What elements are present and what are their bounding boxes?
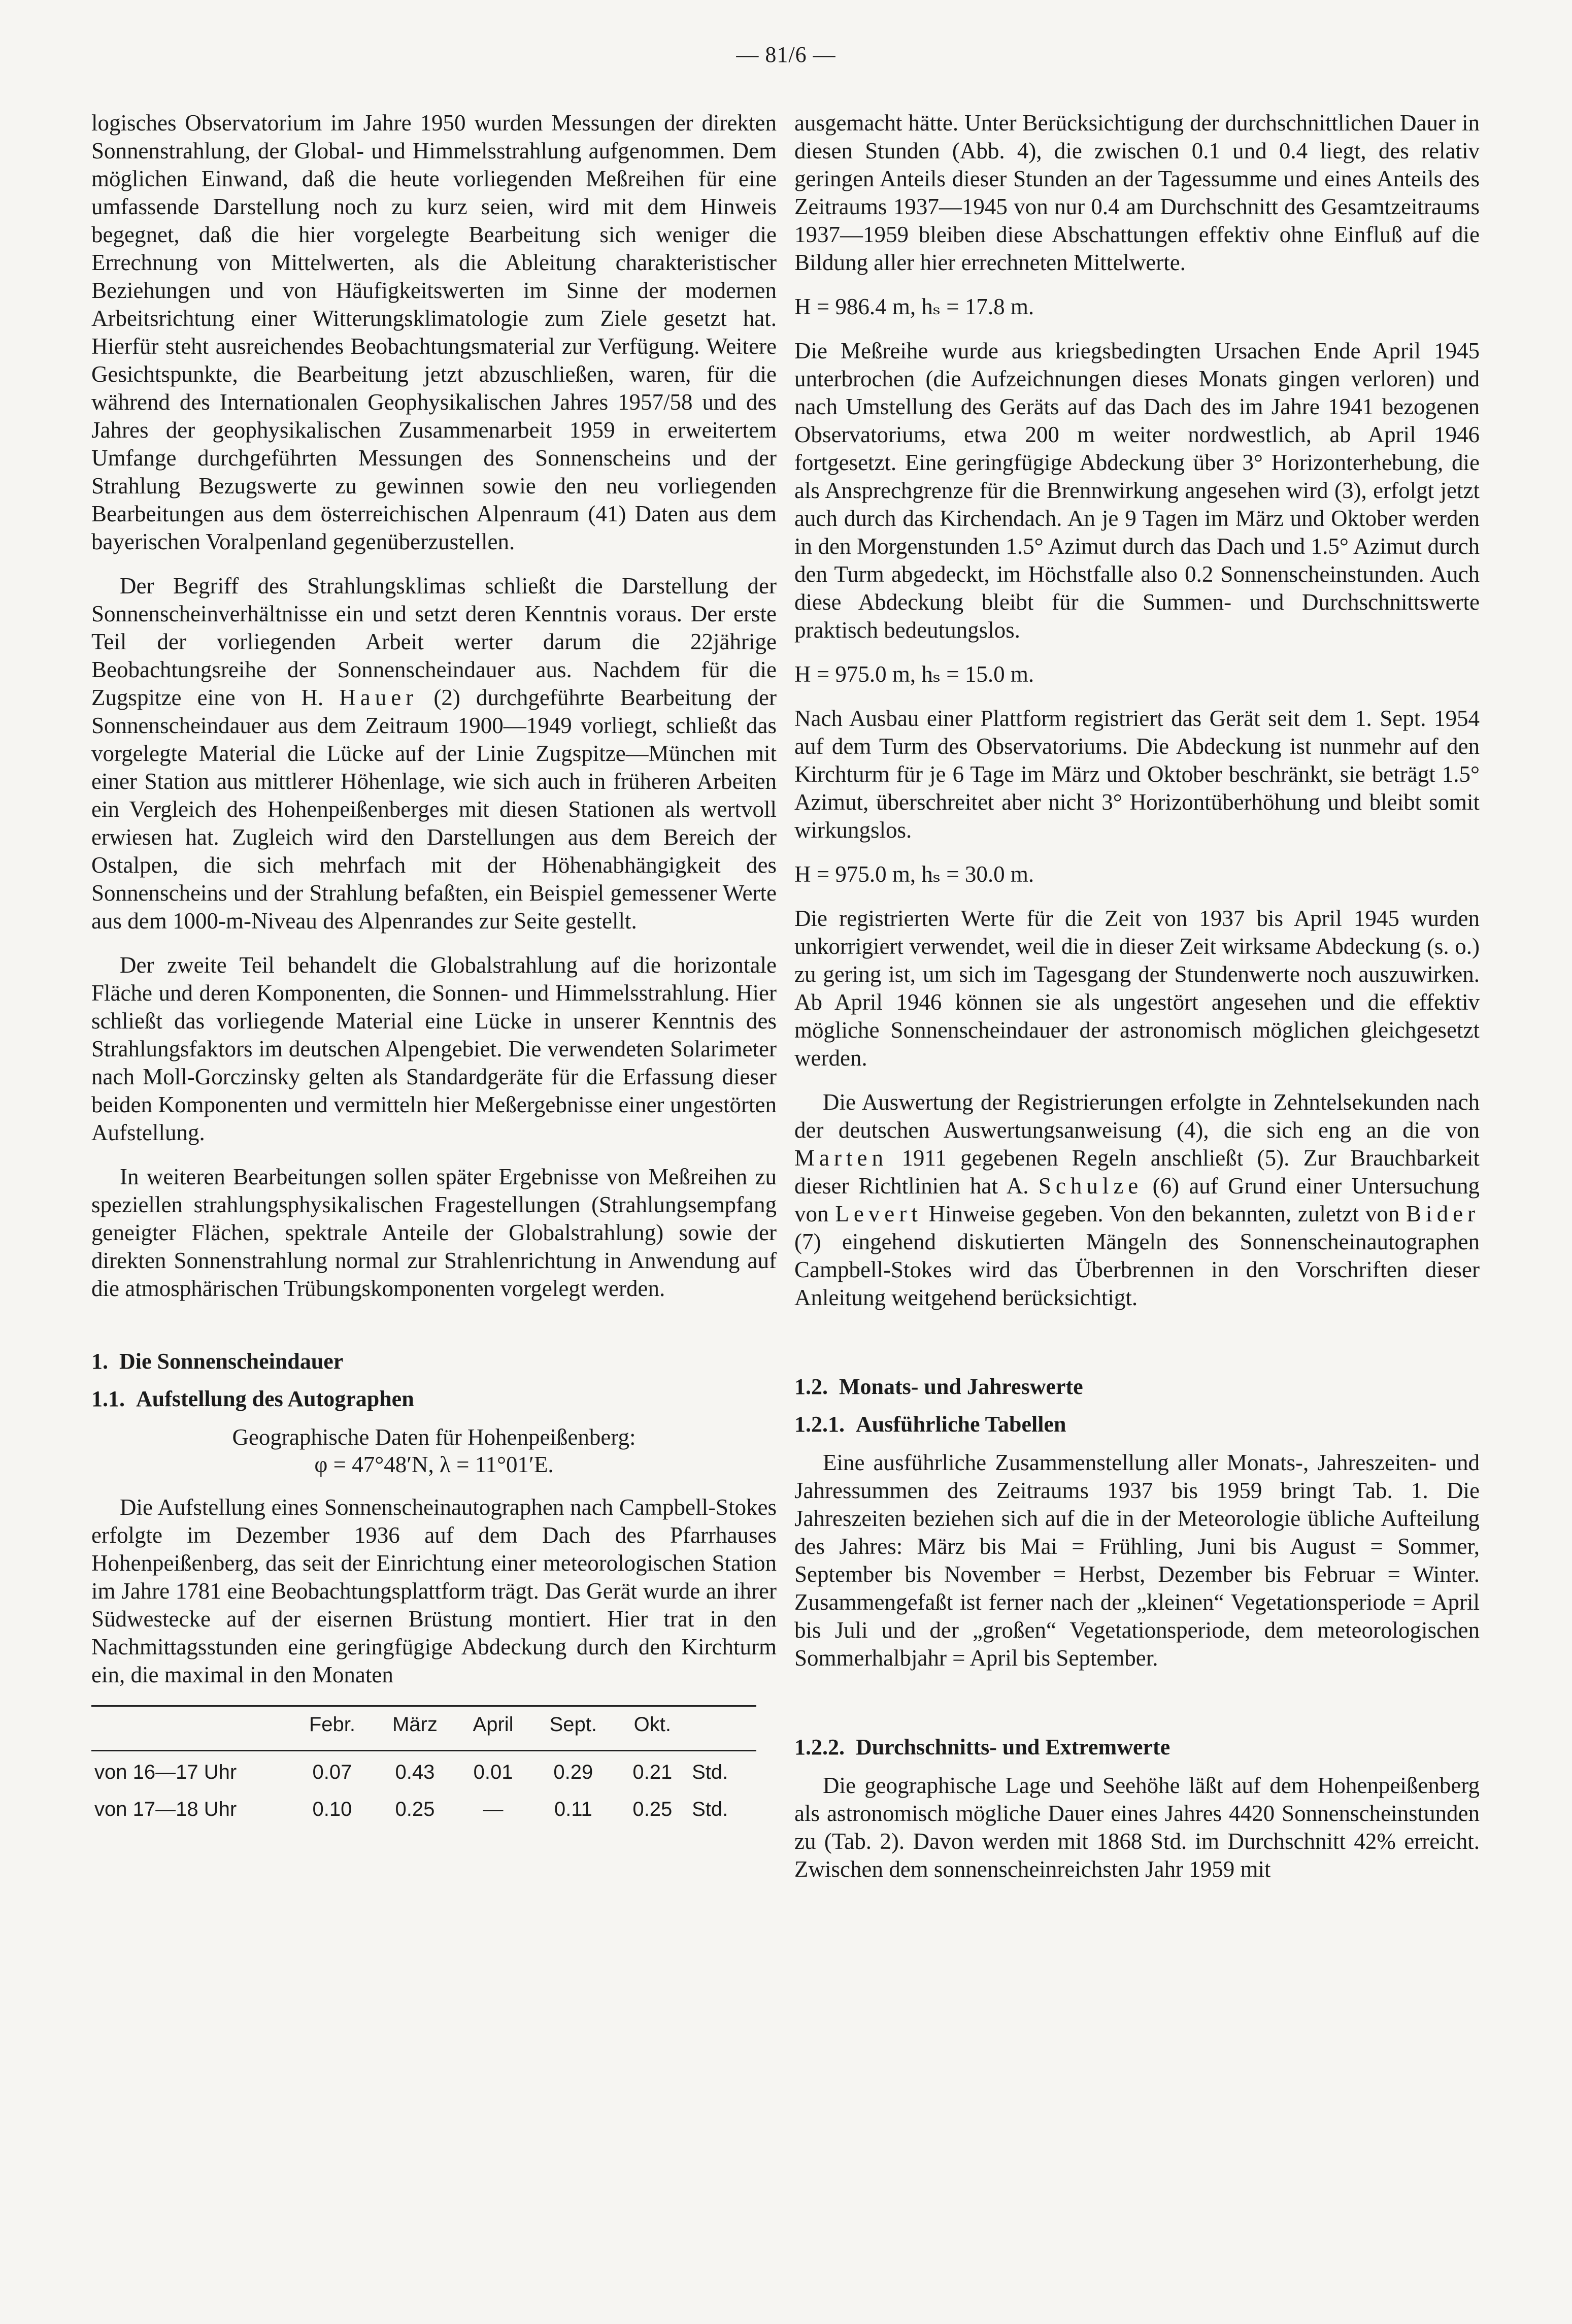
- page-number: — 81/6 —: [736, 42, 836, 67]
- paragraph: Die registrierten Werte für die Zeit von 1937 bis April 1945 wurden unkorrigiert verwendet, weil die in dieser Zeit wirksame Abdeckung (s. o.) zu gering ist, um sich im Tagesgang der Stundenwerte noch auszuwirken. Ab April 1946 können sie als ungestört angesehen und die effektiv mögliche Sonnenscheindauer der astronomisch möglichen gleichgesetzt werden.: [794, 906, 1480, 1071]
- paragraph: ausgemacht hätte. Unter Berücksichtigung der durchschnittlichen Dauer in diesen Stunden (Abb. 4), die zwischen 0.1 und 0.4 liegt, des relativ geringen Anteils dieser Stunden an der Tagessumme und eines Anteils des Zeitraums 1937—1945 von nur 0.4 am Durchschnitt des Gesamtzeitraums 1937—1959 bleiben diese Abschattungen effektiv ohne Einfluß auf die Bildung aller hier errechneten Mittelwerte.: [794, 110, 1480, 275]
- table-header: Febr.: [290, 1706, 374, 1751]
- subsubsection-heading: 1.2.2. Durchschnitts- und Extremwerte: [794, 1735, 1170, 1759]
- author-name: Bider: [1406, 1201, 1480, 1226]
- shading-table: [91, 1705, 756, 1825]
- paragraph: Eine ausführliche Zusammenstellung aller Monats-, Jahreszeiten- und Jahressummen des Zeitraums 1937 bis 1959 bringt Tab. 1. Die Jahreszeiten beziehen sich auf die in der Meteorologie übliche Aufteilung des Jahres: März bis Mai = Frühling, Juni bis August = Sommer, September bis November = Herbst, Dezember bis Februar = Winter. Zusammengefaßt ist ferner nach der „kleinen“ Vegetationsperiode = April bis Juli und der „großen“ Vegetationsperiode, dem meteorologischen Sommerhalbjahr = April bis September.: [794, 1450, 1480, 1671]
- section-heading: 1. Die Sonnenscheindauer: [91, 1349, 344, 1374]
- formula: H = 975.0 m, hₛ = 15.0 m.: [794, 661, 1034, 687]
- subsection-heading: 1.2. Monats- und Jahreswerte: [794, 1374, 1083, 1399]
- formula: H = 975.0 m, hₛ = 30.0 m.: [794, 861, 1034, 887]
- paragraph: logisches Observatorium im Jahre 1950 wurden Messungen der direkten Sonnenstrahlung, der Global- und Himmelsstrahlung aufgenommen. Dem möglichen Einwand, daß die heute vorliegenden Meßreihen für eine umfassende Darstellung noch zu kurz seien, wird mit dem Hinweis begegnet, daß die hier vorgelegte Bearbeitung sich weniger die Errechnung von Mittelwerten, als die Ableitung charakteristischer Beziehungen und von Häufigkeitswerten im Sinne der modernen Arbeitsrichtung einer Witterungsklimatologie zum Ziele gesetzt hat. Hierfür steht ausreichendes Beobachtungsmaterial zur Verfügung. Weitere Gesichtspunkte, die Bearbeitung jetzt abzuschließen, waren, für die während des Internationalen Geophysikalischen Jahres 1957/58 und des Jahres der geophysikalischen Zusammenarbeit 1959 in erweitertem Umfange durchgeführten Messungen des Sonnenscheins und der Strahlung Bezugswerte zu gewinnen sowie den neu vorliegenden Bearbeitungen aus dem österreichischen Alpenraum (41) Daten aus dem bayerischen Voralpenland gegenüberzustellen.: [91, 110, 777, 554]
- right-column: [794, 109, 1480, 1900]
- author-name: Levert: [835, 1201, 922, 1226]
- table-header: Sept.: [530, 1706, 616, 1751]
- author-name: Marten: [794, 1145, 888, 1171]
- subsubsection-heading: 1.2.1. Ausführliche Tabellen: [794, 1412, 1066, 1437]
- paragraph: Die Auswertung der Registrierungen erfolgte in Zehntelsekunden nach der deutschen Auswertungsanweisung (4), die sich eng an die von Marten 1911 gegebenen Regeln anschließt (5). Zur Brauchbarkeit dieser Richtlinien hat A. Schulze (6) auf Grund einer Untersuchung von Levert Hinweise gegeben. Von den bekannten, zuletzt von Bider (7) eingehend diskutierten Mängeln des Sonnenscheinautographen Campbell-Stokes wird das Überbrennen in den Vorschriften dieser Anleitung weitgehend berücksichtigt.: [794, 1089, 1480, 1310]
- paragraph: Die Aufstellung eines Sonnenscheinautographen nach Campbell-Stokes erfolgte im Dezember 1936 auf dem Dach des Pfarrhauses Hohenpeißenberg, das seit der Einrichtung einer meteorologischen Station im Jahre 1781 eine Beobachtungsplattform trägt. Das Gerät wurde an ihrer Südwestecke auf der eisernen Brüstung montiert. Hier trat in den Nachmittagsstunden eine geringfügige Abdeckung durch den Kirchturm ein, die maximal in den Monaten: [91, 1495, 777, 1687]
- table-header: März: [374, 1706, 456, 1751]
- author-name: Hauer: [339, 685, 418, 710]
- subsection-heading: 1.1. Aufstellung des Autographen: [91, 1386, 414, 1411]
- table-header: Okt.: [616, 1706, 689, 1751]
- geographic-data: Geographische Daten für Hohenpeißenberg: φ = 47°48′N, λ = 11°01′E.: [232, 1424, 636, 1477]
- left-column: [91, 109, 777, 1825]
- formula: H = 986.4 m, hₛ = 17.8 m.: [794, 294, 1034, 319]
- paragraph: Die Meßreihe wurde aus kriegsbedingten Ursachen Ende April 1945 unterbrochen (die Aufzeichnungen dieses Monats gingen verloren) und nach Umstellung des Geräts auf das Dach des im Jahre 1941 bezogenen Observatoriums, etwa 200 m weiter nordwestlich, ab April 1946 fortgesetzt. Eine geringfügige Abdeckung über 3° Horizonterhebung, die als Ansprechgrenze für die Brennwirkung angesehen wird (3), erfolgt jetzt auch durch das Kirchendach. An je 9 Tagen im März und Oktober werden in den Morgenstunden 1.5° Azimut durch das Dach und 1.5° Azimut durch den Turm abgedeckt, im Höchstfalle also 0.2 Sonnenscheinstunden. Auch diese Abdeckung bleibt für die Summen- und Durchschnittswerte praktisch bedeutungslos.: [794, 338, 1480, 643]
- author-name: Schulze: [1038, 1173, 1143, 1199]
- paragraph: Nach Ausbau einer Plattform registriert das Gerät seit dem 1. Sept. 1954 auf dem Turm des Observatoriums. Die Abdeckung ist nunmehr auf den Kirchturm für je 6 Tage im März und Oktober beschränkt, sie beträgt 1.5° Azimut, überschreitet aber nicht 3° Horizontüberhöhung und bleibt somit wirkungslos.: [794, 706, 1480, 843]
- table-row: von 16—17 Uhr 0.07 0.43 0.01 0.29 0.21 Std.: [94, 1761, 728, 1783]
- paragraph: In weiteren Bearbeitungen sollen später Ergebnisse von Meßreihen zu speziellen strahlungsphysikalischen Fragestellungen (Strahlungsempfang geneigter Flächen, spektrale Anteile der Globalstrahlung) sowie der direkten Sonnenstrahlung normal zur Strahlenrichtung in Anwendung auf die atmosphärischen Trübungskomponenten vorgelegt werden.: [91, 1164, 777, 1301]
- table-header: April: [456, 1706, 530, 1751]
- paragraph: Der Begriff des Strahlungsklimas schließt die Darstellung der Sonnenscheinverhältnisse ein und setzt deren Kenntnis voraus. Der erste Teil der vorliegenden Arbeit werter darum die 22jährige Beobachtungsreihe der Sonnenscheindauer aus. Nachdem für die Zugspitze eine von H. Hauer (2) durchgeführte Bearbeitung der Sonnenscheindauer aus dem Zeitraum 1900—1949 vorliegt, schließt das vorgelegte Material die Lücke auf der Linie Zugspitze—München mit einer Station aus mittlerer Höhenlage, wie sich auch in früheren Arbeiten ein Vergleich des Hohenpeißenberges mit diesen Stationen als wertvoll erwiesen hat. Zugleich wird den Darstellungen aus dem Bereich der Ostalpen, die sich mehrfach mit der Höhenabhängigkeit des Sonnenscheins und der Strahlung befaßten, ein Beispiel gemessener Werte aus dem 1000-m-Niveau des Alpenrandes zur Seite gestellt.: [91, 573, 777, 934]
- table-row: von 17—18 Uhr 0.10 0.25 — 0.11 0.25 Std.: [94, 1798, 728, 1820]
- paragraph: Die geographische Lage und Seehöhe läßt auf dem Hohenpeißenberg als astronomisch mögliche Dauer eines Jahres 4420 Sonnenscheinstunden zu (Tab. 2). Davon werden mit 1868 Std. im Durchschnitt 42% erreicht. Zwischen dem sonnenscheinreichsten Jahr 1959 mit: [794, 1773, 1480, 1882]
- paragraph: Der zweite Teil behandelt die Globalstrahlung auf die horizontale Fläche und deren Komponenten, die Sonnen- und Himmelsstrahlung. Hier schließt das vorliegende Material eine Lücke in unserer Kenntnis des Strahlungsfaktors im deutschen Alpengebiet. Die verwendeten Solarimeter nach Moll-Gorczinsky gelten als Standardgeräte für die Erfassung dieser beiden Komponenten und vermitteln hier Meßergebnisse einer ungestörten Aufstellung.: [91, 952, 777, 1145]
